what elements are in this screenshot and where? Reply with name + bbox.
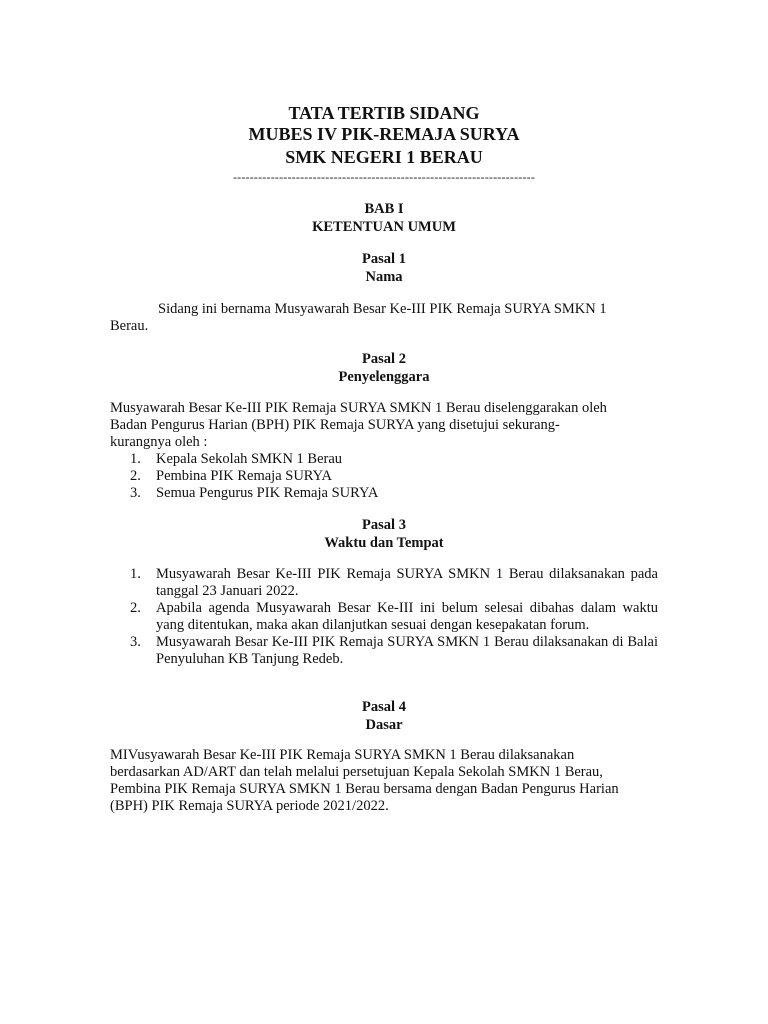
list-number: 2. [130, 600, 141, 616]
list-item [110, 485, 658, 502]
pasal-4-line-2: berdasarkan AD/ART dan telah melalui persetujuan Kepala Sekolah SMKN 1 Berau, [110, 764, 603, 780]
pasal-2-subheading: Penyelenggara [338, 369, 430, 385]
pasal-3-heading: Pasal 3 [362, 517, 406, 533]
document-title-line-2: MUBES IV PIK-REMAJA SURYA [248, 124, 520, 144]
pasal-3-subheading: Waktu dan Tempat [324, 535, 444, 551]
list-text: Musyawarah Besar Ke-III PIK Remaja SURYA SMKN 1 Berau dilaksanakan pada tanggal 23 Januari 2022. [156, 566, 658, 599]
pasal-2-list [110, 451, 658, 502]
document-title-line-3: SMK NEGERI 1 BERAU [285, 147, 483, 167]
list-number: 2. [130, 468, 141, 484]
list-text: Apabila agenda Musyawarah Besar Ke-III ini belum selesai dibahas dalam waktu yang ditentukan, maka akan dilanjutkan sesuai dengan kesepakatan forum. [156, 600, 658, 633]
bab-subheading: KETENTUAN UMUM [312, 219, 456, 235]
list-item [110, 468, 658, 485]
list-item [110, 600, 658, 634]
pasal-4-subheading: Dasar [365, 717, 403, 733]
pasal-2-paragraph [110, 400, 658, 451]
list-item [110, 451, 658, 468]
pasal-4-line-3: Pembina PIK Remaja SURYA SMKN 1 Berau bersama dengan Badan Pengurus Harian [110, 781, 619, 797]
pasal-1-paragraph [110, 301, 658, 335]
pasal-1-line-1: Sidang ini bernama Musyawarah Besar Ke-III PIK Remaja SURYA SMKN 1 [158, 301, 607, 317]
title-divider: ------------------------------------------------------------------------ [232, 170, 536, 184]
list-number: 1. [130, 451, 141, 467]
pasal-4-paragraph [110, 747, 658, 815]
pasal-2-line-2: Badan Pengurus Harian (BPH) PIK Remaja SURYA yang disetujui sekurang- [110, 417, 560, 433]
list-text: Musyawarah Besar Ke-III PIK Remaja SURYA SMKN 1 Berau dilaksanakan di Balai Penyuluhan KB Tanjung Redeb. [156, 634, 658, 667]
list-item [110, 566, 658, 600]
list-text: Semua Pengurus PIK Remaja SURYA [156, 485, 379, 501]
bab-heading: BAB I [364, 201, 404, 217]
list-number: 3. [130, 485, 141, 501]
pasal-1-heading: Pasal 1 [362, 251, 406, 267]
list-number: 1. [130, 566, 141, 582]
list-number: 3. [130, 634, 141, 650]
document-title-line-1: TATA TERTIB SIDANG [288, 103, 480, 123]
pasal-1-line-2: Berau. [110, 318, 149, 334]
pasal-2-heading: Pasal 2 [362, 351, 406, 367]
pasal-2-line-1: Musyawarah Besar Ke-III PIK Remaja SURYA SMKN 1 Berau diselenggarakan oleh [110, 400, 607, 416]
pasal-4-line-4: (BPH) PIK Remaja SURYA periode 2021/2022. [110, 798, 389, 814]
list-text: Pembina PIK Remaja SURYA [156, 468, 333, 484]
pasal-2-line-3: kurangnya oleh : [110, 434, 208, 450]
list-item [110, 634, 658, 668]
pasal-4-heading: Pasal 4 [362, 699, 406, 715]
list-text: Kepala Sekolah SMKN 1 Berau [156, 451, 343, 467]
pasal-3-list [110, 566, 658, 668]
pasal-4-line-1: MIVusyawarah Besar Ke-III PIK Remaja SURYA SMKN 1 Berau dilaksanakan [110, 747, 575, 763]
pasal-1-subheading: Nama [365, 269, 403, 285]
